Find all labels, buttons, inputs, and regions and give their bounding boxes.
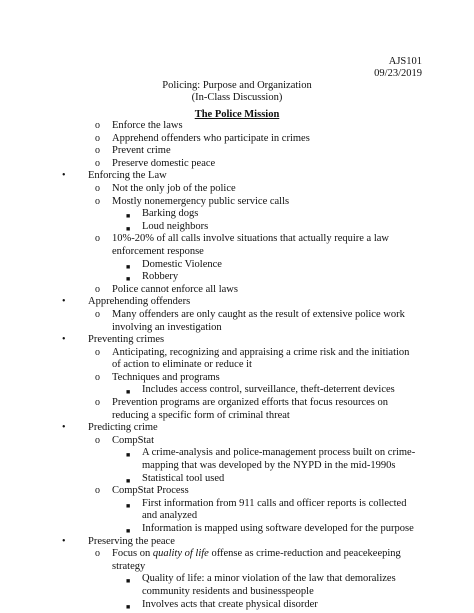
square-bullet-icon: ■: [126, 388, 131, 397]
list-item: ■ Involves acts that create physical disorder: [0, 599, 424, 612]
list-item: o CompStat: [95, 434, 155, 446]
list-item: o Prevent crime: [95, 145, 171, 157]
list-item: o Prevention programs are organized efforts that focus resources on reducing a specific form of criminal threat: [95, 397, 389, 421]
list-item: ■ Quality of life: a minor violation of the law that demoralizes community residents and businesspeople: [126, 573, 396, 597]
section-title: The Police Mission: [194, 109, 280, 120]
document-header: [374, 56, 422, 80]
list-item: o Anticipating, recognizing and appraising a crime risk and the initiation of action to eliminate or reduce it: [95, 346, 410, 371]
outline-heading: • Apprehending offenders: [62, 296, 191, 308]
hollow-bullet-icon: o: [95, 548, 100, 560]
document-date: 09/23/2019: [374, 68, 422, 79]
list-item: ■ Loud neighbors: [0, 221, 424, 234]
hollow-bullet-icon: o: [95, 182, 100, 194]
square-bullet-icon: ■: [126, 262, 131, 271]
hollow-bullet-icon: o: [95, 195, 100, 207]
outline-heading: • Preventing crimes: [62, 334, 165, 346]
hollow-bullet-icon: o: [95, 145, 100, 157]
hollow-bullet-icon: o: [95, 283, 100, 295]
list-item: ■ A crime-analysis and police-management process built on crime-mapping that was developed by the NYPD in the mid-1990s: [126, 447, 416, 472]
list-item: ■ Barking dogs: [0, 208, 424, 221]
list-item: ■ Robbery: [0, 271, 424, 284]
list-item: ■ Includes access control, surveillance, theft-deterrent devices: [0, 384, 424, 397]
hollow-bullet-icon: o: [95, 371, 100, 383]
title-block: [0, 80, 474, 104]
list-item: o Techniques and programs: [95, 371, 220, 383]
square-bullet-icon: ■: [126, 577, 131, 586]
square-bullet-icon: ■: [126, 602, 131, 611]
course-code: AJS101: [388, 56, 422, 67]
list-item: o Enforce the laws: [95, 120, 183, 131]
hollow-bullet-icon: o: [95, 346, 100, 358]
hollow-bullet-icon: o: [95, 308, 100, 320]
hollow-bullet-icon: o: [95, 397, 100, 409]
square-bullet-icon: ■: [126, 527, 131, 535]
list-item: o Mostly nonemergency public service calls: [95, 195, 290, 207]
emphasized-term: quality of life: [152, 548, 209, 560]
outline-heading: • Enforcing the Law: [62, 170, 167, 182]
list-item: o Preserve domestic peace: [95, 157, 216, 169]
bullet-icon: •: [62, 170, 66, 182]
outline-heading: • Preserving the peace: [62, 535, 175, 547]
list-item: o Many offenders are only caught as the result of extensive police work involving an investigation: [95, 308, 405, 333]
list-item: o CompStat Process: [95, 485, 189, 497]
outline-heading: • Predicting crime: [62, 422, 158, 434]
hollow-bullet-icon: o: [95, 157, 100, 169]
list-item: ■ Statistical tool used: [0, 473, 424, 486]
square-bullet-icon: ■: [126, 451, 131, 460]
bullet-icon: •: [62, 334, 66, 346]
hollow-bullet-icon: o: [95, 132, 100, 144]
document-title: Policing: Purpose and Organization: [162, 80, 312, 91]
bullet-icon: •: [62, 422, 66, 434]
hollow-bullet-icon: o: [95, 120, 100, 131]
square-bullet-icon: ■: [126, 224, 131, 233]
hollow-bullet-icon: o: [95, 434, 100, 446]
square-bullet-icon: ■: [126, 212, 131, 221]
list-item: o Focus on quality of life offense as crime-reduction and peacekeeping strategy: [95, 548, 401, 572]
square-bullet-icon: ■: [126, 476, 131, 485]
outline: [0, 120, 474, 611]
list-item: ■ Information is mapped using software developed for the purpose: [0, 523, 424, 536]
list-item: ■ Domestic Violence: [0, 259, 424, 272]
bullet-icon: •: [62, 535, 66, 547]
list-item: o Police cannot enforce all laws: [95, 283, 238, 295]
list-item: ■ First information from 911 calls and officer reports is collected and analyzed: [126, 497, 407, 522]
list-item: o Not the only job of the police: [95, 182, 236, 194]
square-bullet-icon: ■: [126, 501, 131, 510]
document-subtitle: (In-Class Discussion): [191, 92, 283, 103]
hollow-bullet-icon: o: [95, 485, 100, 497]
bullet-icon: •: [62, 296, 66, 308]
list-item: o 10%-20% of all calls involve situations that actually require a law enforcement response: [95, 233, 389, 257]
list-item: o Apprehend offenders who participate in crimes: [95, 132, 310, 144]
square-bullet-icon: ■: [126, 275, 131, 284]
hollow-bullet-icon: o: [95, 233, 100, 245]
